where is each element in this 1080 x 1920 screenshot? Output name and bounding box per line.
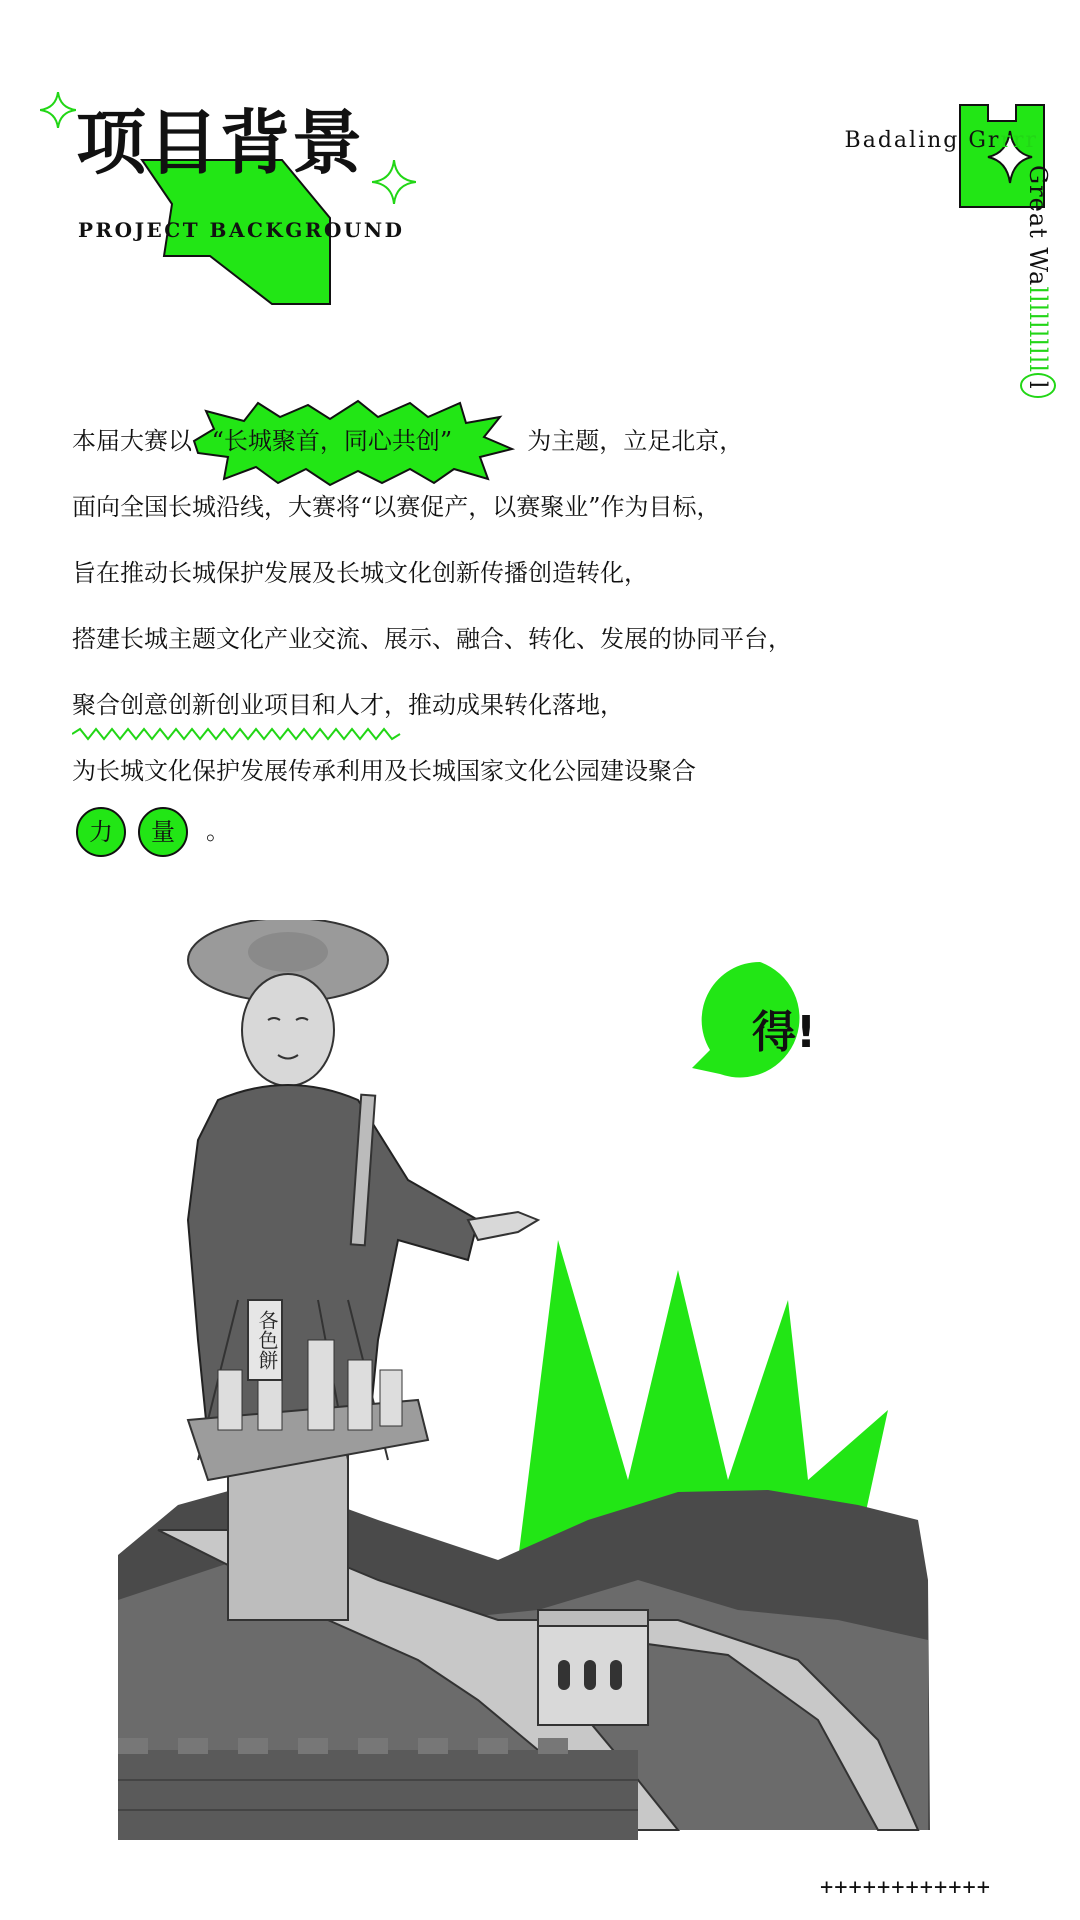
slogan-text: “长城聚首，同心共创” — [211, 427, 453, 455]
zigzag-underline — [72, 727, 402, 741]
page-title: 项目背景 — [76, 102, 364, 184]
line1-suffix: 为主题，立足北京， — [527, 427, 744, 455]
line1-prefix: 本届大赛以 — [72, 427, 192, 455]
sparkle-icon — [40, 92, 76, 128]
paragraph-line-5: 聚合创意创新创业项目和人才，推动成果转化落地， — [72, 691, 624, 719]
circle-char-2: 量 — [138, 807, 188, 857]
circle-char-1: 力 — [76, 807, 126, 857]
speech-bubble-text: 得! — [751, 1007, 817, 1058]
paragraph-line-3: 旨在推动长城保护发展及长城文化创新传播创造转化， — [72, 559, 648, 587]
title-block — [48, 88, 428, 288]
paragraph-end-mark: 。 — [206, 817, 230, 845]
plus-decoration: ++++++++++++ — [820, 1875, 991, 1900]
badaling-label-text: Badaling Gr — [844, 128, 1001, 153]
badaling-label — [845, 128, 1038, 153]
page-subtitle: PROJECT BACKGROUND — [78, 218, 405, 242]
speech-bubble — [690, 960, 830, 1104]
paragraph-line-1 — [72, 425, 743, 457]
vendor-sign-text: 各色餅 — [255, 1310, 279, 1370]
paragraph-line-2: 面向全国长城沿线，大赛将“以赛促产，以赛聚业”作为目标， — [72, 493, 721, 521]
great-wall-vertical-label — [1020, 165, 1056, 398]
watchtower — [538, 1610, 648, 1725]
vendor-great-wall-illustration — [118, 920, 1018, 1840]
sparkle-icon — [372, 160, 416, 204]
vertical-label-text: Great Wa — [1024, 165, 1052, 287]
vertical-label-end: l — [1020, 373, 1056, 398]
vertical-label-accent: llllllllll — [1024, 286, 1052, 374]
foreground-brick-wall — [118, 1738, 638, 1840]
paragraph-line-6: 为长城文化保护发展传承利用及长城国家文化公园建设聚合 — [72, 757, 696, 785]
badaling-label-accent: rrr — [1000, 128, 1038, 153]
slogan-highlight — [200, 425, 520, 457]
paragraph-line-4: 搭建长城主题文化产业交流、展示、融合、转化、发展的协同平台， — [72, 625, 792, 653]
